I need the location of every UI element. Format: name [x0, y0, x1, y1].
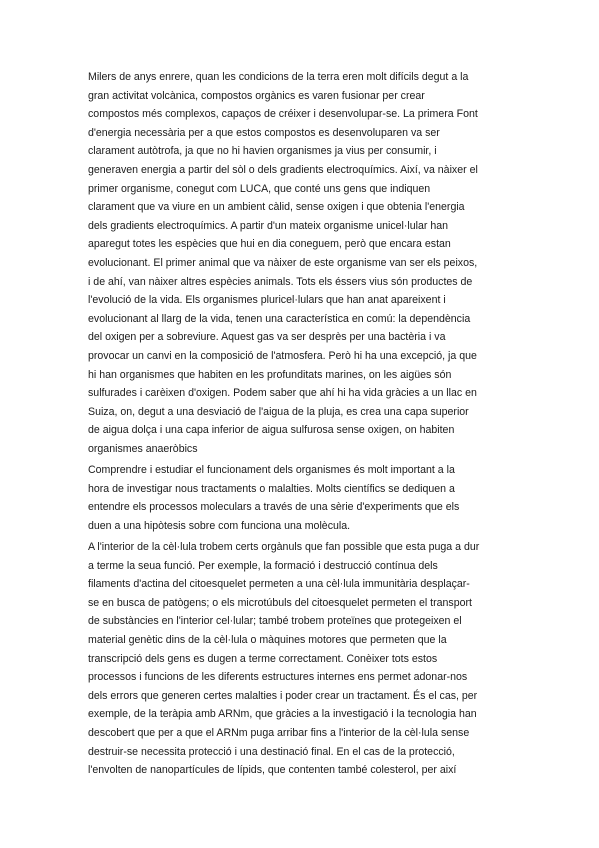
text-line: dels gradients electroquímics. A partir d'un mateix organisme unicel·lular han: [88, 219, 449, 232]
text-line: a terme la seua funció. Per exemple, la formació i destrucció contínua dels: [88, 559, 438, 572]
text-line: sulfurades i carèixen d'oxigen. Podem saber que ahí hi ha vida gràcies a un llac en: [88, 387, 477, 400]
text-line: filaments d'actina del citoesquelet permeten a una cèl·lula immunitària desplaçar-: [88, 578, 470, 591]
text-line: hora de investigar nous tractaments o malalties. Molts científics se dediquen a: [88, 482, 455, 495]
text-line: clarament que va viure en un ambient càlid, sense oxigen i que obtenia l'energia: [88, 201, 465, 214]
text-line: Suiza, on, degut a una desviació de l'aigua de la pluja, es crea una capa superior: [88, 405, 469, 418]
text-line: organismes anaeròbics: [88, 442, 198, 455]
text-line: l'envolten de nanopartícules de lípids, que contenten també colesterol, per així: [88, 764, 457, 777]
text-line: Milers de anys enrere, quan les condicions de la terra eren molt difícils degut a la: [88, 71, 469, 83]
text-line: de aigua dolça i una capa inferior de aigua sulfurosa sense oxigen, on habiten: [88, 424, 455, 437]
paragraph-study-of-organisms: [88, 461, 548, 535]
text-line: clarament autòtrofa, ja que no hi havien organismes ja vius per consumir, i: [88, 145, 437, 158]
paragraph-cell-organelles: [88, 538, 548, 780]
text-line: descobert que per a que el ARNm puga arribar fins a l'interior de la cèl·lula sense: [88, 726, 470, 739]
text-line: destruir-se necessita protecció i una destinació final. En el cas de la protecció,: [88, 745, 455, 758]
text-line: evolucionant. El primer animal que va nàixer de este organisme van ser els peixos,: [88, 256, 478, 269]
paragraph-origin-of-life: [88, 68, 548, 458]
text-line: provocar un canvi en la composició de l'atmosfera. Però hi ha una excepció, ja que: [88, 349, 477, 362]
text-line: processos i funcions de les diferents estructures internes ens permet adonar-nos: [88, 671, 468, 684]
text-line: entendre els processos moleculars a través de una sèrie d'experiments que els: [88, 501, 460, 514]
text-line: material genètic dins de la cèl·lula o màquines motores que permeten que la: [88, 633, 447, 646]
text-line: exemple, de la teràpia amb ARNm, que gràcies a la investigació i la tecnologia han: [88, 708, 477, 721]
text-line: d'energia necessària per a que estos compostos es desenvoluparen va ser: [88, 126, 440, 139]
text-line: primer organisme, conegut com LUCA, que conté uns gens que indiquen: [88, 182, 431, 195]
text-line: i de ahí, van nàixer altres espècies animals. Tots els éssers vius són productes de: [88, 275, 473, 288]
text-line: dels errors que generen certes malalties i poder crear un tractament. És el cas, per: [88, 689, 478, 702]
text-line: generaven energia a partir del sòl o dels gradients electroquímics. Així, va nàixer el: [88, 163, 478, 176]
text-line: se en busca de patògens; o els microtúbuls del citoesquelet permeten el transport: [88, 596, 472, 609]
text-line: Comprendre i estudiar el funcionament dels organismes és molt important a la: [88, 464, 455, 476]
text-line: gran activitat volcànica, compostos orgànics es varen fusionar per crear: [88, 89, 425, 102]
text-line: transcripció dels gens es dugen a terme correctament. Conèixer tots estos: [88, 652, 438, 665]
text-line: aparegut totes les espècies que hui en dia coneguem, però que encara estan: [88, 238, 451, 251]
text-line: hi han organismes que habiten en les profunditats marines, on les aigües són: [88, 368, 452, 381]
text-line: A l'interior de la cèl·lula trobem certs orgànuls que fan possible que esta puga a dur: [88, 541, 480, 553]
text-line: de substàncies en l'interior cel·lular; també trobem proteïnes que protegeixen el: [88, 615, 462, 628]
text-line: del oxigen per a sobreviure. Aquest gas va ser desprès per una bactèria i va: [88, 331, 446, 344]
text-line: l'evolució de la vida. Els organismes pluricel·lulars que han anat apareixent i: [88, 294, 446, 307]
text-line: duen a una hipòtesis sobre com funciona una molècula.: [88, 519, 351, 532]
text-line: evolucionant al llarg de la vida, tenen una característica en comú: la dependència: [88, 312, 471, 325]
text-line: compostos més complexos, capaços de créixer i desenvolupar-se. La primera Font: [88, 108, 478, 121]
